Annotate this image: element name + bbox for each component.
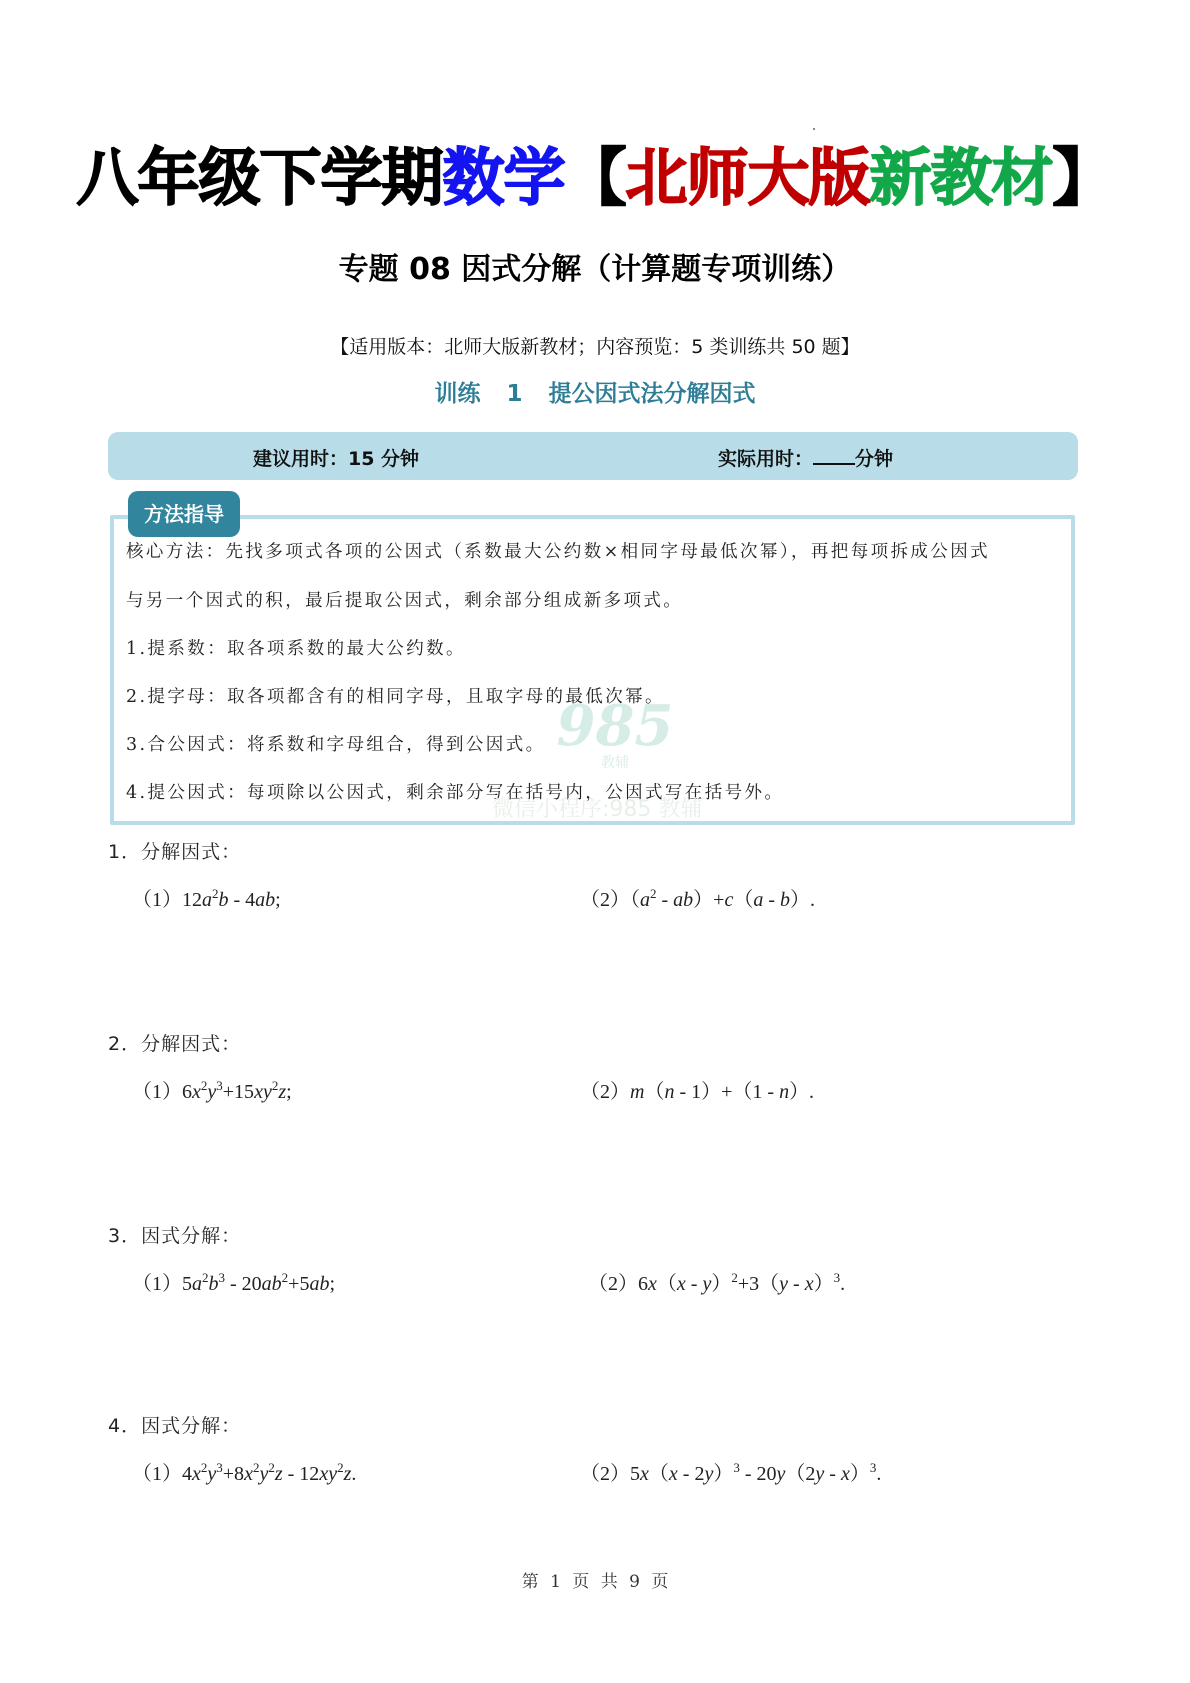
question-2-part-1: [132, 1078, 292, 1106]
method-line-step-1: 1.提系数：取各项系数的最大公约数。: [126, 639, 466, 659]
part-label: （2）: [580, 1463, 630, 1485]
question-4-part-2: [580, 1460, 881, 1488]
watermark-text: 微信小程序:985 教辅: [492, 797, 703, 822]
method-line-core-2: 与另一个因式的积，最后提取公因式，剩余部分组成新多项式。: [126, 591, 684, 611]
watermark-sub: 教辅: [601, 755, 629, 771]
actual-time-unit: 分钟: [855, 448, 894, 470]
part-label: （1）: [132, 1273, 182, 1295]
question-3: [108, 1222, 241, 1250]
title-part-close-bracket: 】: [1052, 141, 1114, 214]
math-expression: $12a^2b - 4ab$;: [182, 886, 281, 911]
actual-time: [718, 444, 893, 471]
suggested-time: 建议用时：15 分钟: [253, 448, 420, 470]
question-2-label: 2．分解因式：: [108, 1033, 242, 1055]
question-1-label: 1．分解因式：: [108, 841, 242, 863]
method-line-step-4: 4.提公因式：每项除以公因式，剩余部分写在括号内，公因式写在括号外。: [126, 783, 785, 803]
math-expression: $4x^2y^3+8x^2y^2z - 12xy^2z$.: [182, 1460, 357, 1485]
question-4: [108, 1412, 241, 1440]
method-line-step-3: 3.合公因式：将系数和字母组合，得到公因式。: [126, 735, 546, 755]
math-expression: $5a^2b^3 - 20ab^2+5ab$;: [182, 1270, 336, 1295]
question-3-part-1: [132, 1270, 335, 1298]
math-expression: $(a^2 - ab)+c(a - b)$.: [630, 886, 816, 911]
topic-subtitle: 专题 08 因式分解（计算题专项训练）: [338, 252, 852, 287]
math-expression: 6x（x - y）$^2$+3（y - x）$^3$.: [638, 1270, 846, 1295]
section-title: 训练 1 提公因式法分解因式: [434, 381, 756, 407]
math-expression: $6x^2y^3+15xy^2z$;: [182, 1078, 292, 1103]
page-number: 第 1 页 共 9 页: [521, 1572, 669, 1592]
question-4-label: 4．因式分解：: [108, 1415, 242, 1437]
title-part-subject: 数学: [442, 141, 565, 214]
title-part-open-bracket: 【: [564, 141, 626, 214]
question-1-part-2: [580, 886, 815, 914]
version-info: 【适用版本：北师大版新教材；内容预览：5 类训练共 50 题】: [330, 336, 860, 358]
method-guide-tab: 方法指导: [128, 491, 240, 537]
actual-time-blank[interactable]: [813, 447, 855, 465]
title-part-grade: 八年级下学期: [76, 141, 443, 214]
part-label: （1）: [132, 889, 182, 911]
main-title: [0, 138, 1190, 218]
method-line-core-1: 核心方法：先找多项式各项的公因式（系数最大公约数×相同字母最低次幂），再把每项拆成公因式: [126, 542, 991, 562]
question-1: [108, 838, 241, 866]
math-expression: 5x（x - 2y）$^3$ - 20y（2y - x）$^3$.: [630, 1460, 882, 1485]
question-2: [108, 1030, 241, 1058]
time-bar: [108, 432, 1078, 480]
question-1-part-1: [132, 886, 281, 914]
stray-dot: [813, 128, 815, 130]
question-2-part-2: [580, 1078, 814, 1106]
title-part-publisher: 北师大版: [625, 141, 870, 214]
method-line-step-2: 2.提字母：取各项都含有的相同字母，且取字母的最低次幂。: [126, 687, 665, 707]
question-4-part-1: [132, 1460, 356, 1488]
part-label: （2）: [588, 1273, 638, 1295]
part-label: （1）: [132, 1081, 182, 1103]
actual-time-label: 实际用时：: [718, 448, 814, 470]
question-3-part-2: [588, 1270, 845, 1298]
math-expression: m（n - 1）+（1 - n）.: [630, 1081, 815, 1103]
part-label: （1）: [132, 1463, 182, 1485]
title-part-edition: 新教材: [869, 141, 1053, 214]
part-label: （2）: [580, 1081, 630, 1103]
part-label: （2）: [580, 889, 630, 911]
watermark-number: 985: [556, 693, 674, 759]
question-3-label: 3．因式分解：: [108, 1225, 242, 1247]
